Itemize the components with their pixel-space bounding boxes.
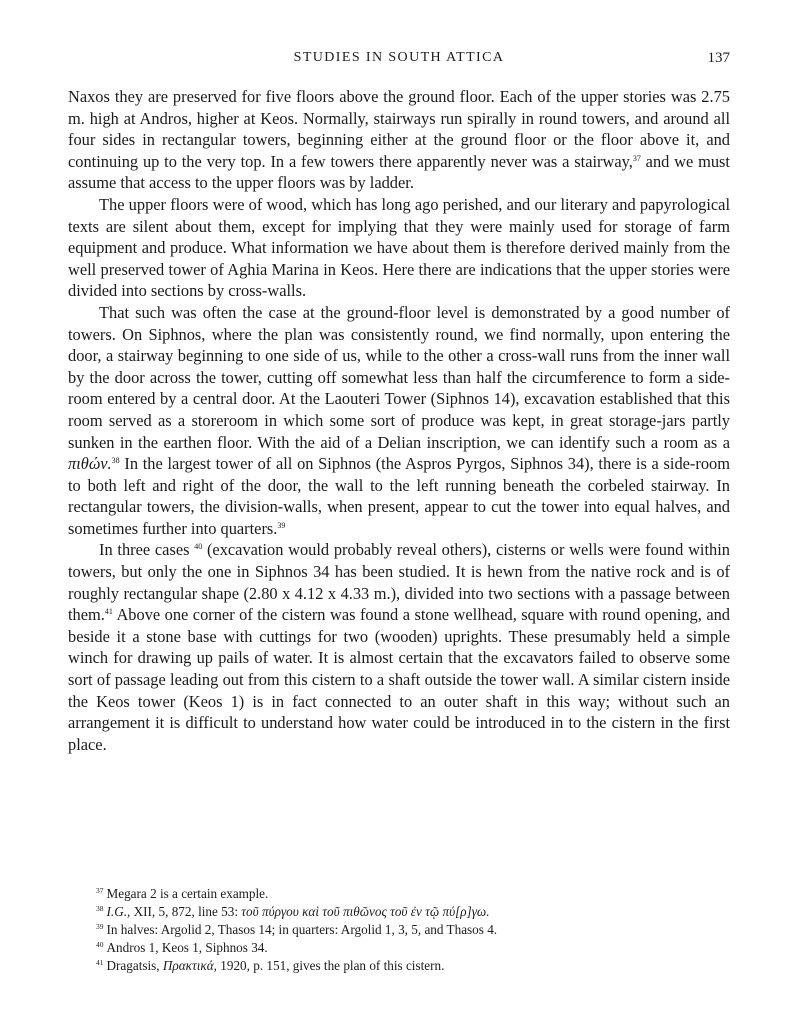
footnote-ref: 38 bbox=[111, 456, 120, 466]
footnote-ref: 41 bbox=[104, 607, 113, 617]
italic-text: πιθών. bbox=[68, 454, 112, 474]
running-head bbox=[68, 50, 730, 72]
footnote-ref: 40 bbox=[194, 542, 203, 552]
text-run: That such was often the case at the ground-floor level is demonstrated by a good number of towers. On Siphnos, where the plan was consistently round, we find normally, upon entering the door, a stairway beginning to one side of us, while to the other a cross-wall runs from the inner wall by the door across the tower, cutting off somewhat less than half the circumference to form a side-room entered by a central door. At the Laouteri Tower (Siphnos 14), excavation established that this room served as a storeroom in which some sort of produce was kept, in great storage-jars partly sunken in the earthen floor. With the aid of a Delian inscription, we can identify such a room as a bbox=[68, 302, 730, 452]
body-paragraph bbox=[68, 302, 730, 540]
text-run: (excavation would probably reveal others), cisterns or wells were found within towers, but only the one in Siphnos 34 has been studied. It is hewn from the native rock and is of roughly rectangular shape (2.80 x 4.12 x 4.33 m.), divided into two sections with a passage between them. bbox=[68, 540, 730, 625]
text-run: In three cases bbox=[99, 540, 195, 560]
text-run: Megara 2 is a certain example. bbox=[106, 886, 269, 901]
text-run: XII, 5, 872, line 53: bbox=[130, 904, 242, 919]
italic-text: Πρακτικά, bbox=[162, 958, 217, 973]
text-run: In the largest tower of all on Siphnos (the Aspros Pyrgos, Siphnos 34), there is a side-room to both left and right of the door, the wall to the left running beneath the corbeled stairway. In rectangular towers, the division-walls, when present, appear to cut the tower into equal halves, and sometimes further into quarters. bbox=[68, 454, 730, 538]
body-text bbox=[68, 86, 730, 755]
page-number: 137 bbox=[707, 50, 730, 66]
text-run: In halves: Argolid 2, Thasos 14; in quarters: Argolid 1, 3, 5, and Thasos 4. bbox=[106, 922, 498, 937]
footnote bbox=[96, 939, 736, 957]
footnote bbox=[96, 885, 736, 903]
footnote-number: 38 bbox=[96, 904, 104, 913]
body-paragraph bbox=[68, 194, 730, 302]
footnote bbox=[96, 903, 736, 921]
text-run: Dragatsis, bbox=[106, 958, 163, 973]
footnote-number: 41 bbox=[96, 958, 104, 967]
italic-text: τοῦ πύργου καὶ τοῦ πιθῶνος τοῦ ἐν τῷ πύ[ρ]γω. bbox=[241, 904, 490, 919]
footnote bbox=[96, 921, 736, 939]
text-run: and we must assume that access to the upper floors was by ladder. bbox=[68, 151, 730, 193]
footnote-number: 37 bbox=[96, 886, 104, 895]
text-run: Above one corner of the cistern was found a stone wellhead, square with round opening, and beside it a stone base with cuttings for two (wooden) uprights. These presumably held a simple winch for drawing up pails of water. It is almost certain that the excavators failed to observe some sort of passage leading out from this cistern to a shaft outside the tower wall. A similar cistern inside the Keos tower (Keos 1) is in fact connected to an outer shaft in this way; without such an arrangement it is difficult to understand how water could be introduced in to the cistern in the first place. bbox=[68, 605, 730, 754]
footnote-number: 39 bbox=[96, 922, 104, 931]
text-run: 1920, p. 151, gives the plan of this cistern. bbox=[216, 958, 445, 973]
italic-text: I.G., bbox=[106, 904, 131, 919]
text-run: Naxos they are preserved for five floors above the ground floor. Each of the upper stories was 2.75 m. high at Andros, higher at Keos. Normally, stairways run spirally in round towers, and around all four sides in rectangular towers, beginning either at the ground floor or the floor above it, and continuing up to the very top. In a few towers there apparently never was a stairway, bbox=[68, 87, 730, 171]
footnote-ref: 39 bbox=[277, 520, 286, 530]
text-run: The upper floors were of wood, which has long ago perished, and our literary and papyrological texts are silent about them, except for implying that they were mainly used for storage of farm equipment and produce. What information we have about them is therefore derived mainly from the well preserved tower of Aghia Marina in Keos. Here there are indications that the upper stories were divided into sections by cross-walls. bbox=[68, 194, 730, 301]
text-run: Andros 1, Keos 1, Siphnos 34. bbox=[106, 940, 268, 955]
body-paragraph bbox=[68, 539, 730, 755]
footnotes bbox=[96, 885, 736, 975]
body-paragraph bbox=[68, 86, 730, 194]
footnote bbox=[96, 957, 736, 975]
footnote-ref: 37 bbox=[632, 153, 641, 163]
footnote-number: 40 bbox=[96, 940, 104, 949]
running-title: STUDIES IN SOUTH ATTICA bbox=[293, 50, 505, 65]
